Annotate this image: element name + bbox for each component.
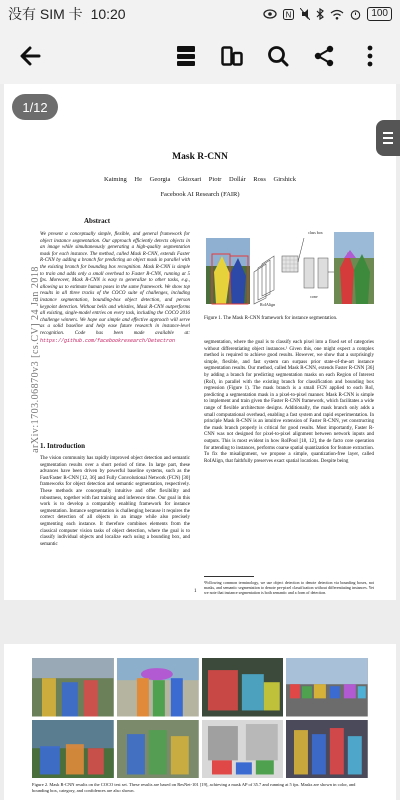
intro-heading: 1. Introduction xyxy=(40,442,85,450)
footnote-text: ¹Following common terminology, we use object detection to denote detection via bounding boxes, not masks, and semantic segmentation to denote per-pixel classification without differentiating instances. Yet we note that instance segmentation is both semantic and a form of detection. xyxy=(204,580,374,595)
abstract-heading: Abstract xyxy=(84,217,111,225)
intro-text: The vision community has rapidly improved object detection and semantic segmentation results over a short period of time. In large part, these advances have been driven by powerful baseline systems, such as the Fast/Faster R-CNN [12, 36] and Fully Convolutional Network (FCN) [30] frameworks for object detection and semantic segmentation, respectively. These methods are conceptually intuitive and offer flexibility and robustness, together with fast training and inference time. Our goal in this work is to develop a comparably enabling framework for instance segmentation. Instance segmentation is challenging because it requires the correct detection of all objects in an image while also precisely segmenting each instance. It therefore combines elements from the classical computer vision tasks of object detection, where the goal is to classify individual objects and localize each using a bounding box, and semantic xyxy=(40,456,190,547)
figure-1-caption: Figure 1. The Mask R-CNN framework for instance segmentation. xyxy=(204,316,338,321)
bookmarks-icon xyxy=(176,45,196,67)
document-viewer[interactable] xyxy=(0,84,400,800)
abstract-body: We present a conceptually simple, flexible, and general framework for object instance segmentation. Our approach efficiently detects objects in an image while simultaneously generating a high-quality segmentation mask for each instance. The method, called Mask R-CNN, extends Faster R-CNN by adding a branch for predicting an object mask in parallel with the existing branch for bounding box recognition. Mask R-CNN is simple to train and adds only a small overhead to Faster R-CNN, running at 5 fps. Moreover, Mask R-CNN is easy to generalize to other tasks, e.g., allowing us to estimate human poses in the same framework. We show top results in all three tracks of the COCO suite of challenges, including instance segmentation, bounding-box object detection, and person keypoint detection. Without bells and whistles, Mask R-CNN outperforms all existing, single-model entries on every task, including the COCO 2016 challenge winners. We hope our simple and effective approach will serve as a solid baseline and help ease future research in instance-level recognition. Code has been made available at: xyxy=(40,232,190,336)
result-image xyxy=(202,658,284,717)
more-options-button[interactable] xyxy=(350,36,390,76)
nfc-icon xyxy=(283,9,294,20)
search-button[interactable] xyxy=(258,36,298,76)
figure-2-caption: Figure 2. Mask R-CNN results on the COCO test set. These results are based on ResNet-101 [19], achieving a mask AP of 35.7 and running at 5 fps. Masks are shown in color, and bounding box, category, and confidences are also shown. xyxy=(32,782,356,793)
battery-indicator: 100 xyxy=(367,7,392,21)
status-bar xyxy=(0,0,400,28)
figure-2-grid xyxy=(32,658,368,778)
scroll-grip-line xyxy=(383,142,393,144)
result-image xyxy=(286,720,368,779)
scroll-grip-line xyxy=(383,132,393,134)
status-left xyxy=(8,4,263,24)
reader-toolbar xyxy=(0,28,400,84)
page-indicator: 1/12 xyxy=(12,94,58,120)
footnote-divider xyxy=(204,576,254,577)
roialign-label: RoIAlign xyxy=(260,302,276,307)
result-image xyxy=(286,658,368,717)
conv-label: conv xyxy=(310,294,318,299)
result-image xyxy=(32,720,114,779)
bookmarks-button[interactable] xyxy=(166,36,206,76)
fast-scroll-handle[interactable] xyxy=(376,120,400,156)
paper-authors: Kaiming He Georgia Gkioxari Piotr Dollár Ross Girshick xyxy=(104,176,296,183)
code-link[interactable]: https://github.com/facebookresearch/Detectron xyxy=(40,337,176,344)
status-right xyxy=(263,7,392,21)
class-box-label: class box xyxy=(308,230,323,235)
bluetooth-icon xyxy=(316,8,324,20)
figure-1-diagram xyxy=(204,212,374,308)
carrier-text: 没有 SIM 卡 xyxy=(8,6,83,22)
reading-mode-icon xyxy=(221,46,243,66)
scroll-grip-line xyxy=(383,137,393,139)
share-icon xyxy=(314,45,334,67)
result-image xyxy=(202,720,284,779)
pdf-page-1 xyxy=(4,84,396,600)
back-arrow-icon xyxy=(19,46,41,66)
alarm-icon xyxy=(350,9,361,20)
result-image xyxy=(32,658,114,717)
eye-icon xyxy=(263,9,277,19)
result-image xyxy=(117,658,199,717)
paper-affiliation: Facebook AI Research (FAIR) xyxy=(160,191,240,198)
search-icon xyxy=(267,45,289,67)
mute-icon xyxy=(300,8,310,20)
reading-mode-button[interactable] xyxy=(212,36,252,76)
more-icon xyxy=(367,45,373,67)
paper-title: Mask R-CNN xyxy=(172,152,228,162)
status-time: 10:20 xyxy=(90,6,126,22)
arxiv-identifier: arXiv:1703.06870v3 [cs.CV] 24 Jan 2018 xyxy=(29,266,41,453)
share-button[interactable] xyxy=(304,36,344,76)
right-column-text: segmentation, where the goal is to classify each pixel into a fixed set of categories without differentiating object instances.¹ Given this, one might expect a complex method is required to achieve good results. However, we show that a surprisingly simple, flexible, and fast system can surpass prior state-of-the-art instance segmentation results. Our method, called Mask R-CNN, extends Faster R-CNN [36] by adding a branch for predicting segmentation masks on each Region of Interest (RoI), in parallel with the existing branch for classification and bounding box regression (Figure 1). The mask branch is a small FCN applied to each RoI, predicting a segmentation mask in a pixel-to-pixel manner. Mask R-CNN is simple to implement and train given the Faster R-CNN framework, which facilitates a wide range of flexible architecture designs. Additionally, the mask branch only adds a small computational overhead, enabling a fast system and rapid experimentation. In principle Mask R-CNN is an intuitive extension of Faster R-CNN, yet constructing the mask branch properly is critical for good results. Most importantly, Faster R-CNN was not designed for pixel-to-pixel alignment between network inputs and outputs. This is most evident in how RoIPool [18, 12], the de facto core operation for attending to instances, performs coarse spatial quantization for feature extraction. To fix the misalignment, we propose a simple, quantization-free layer, called RoIAlign, that faithfully preserves exact spatial locations. Despite being xyxy=(204,340,374,464)
result-image xyxy=(117,720,199,779)
back-button[interactable] xyxy=(10,36,50,76)
pdf-page-2 xyxy=(4,644,396,800)
wifi-icon xyxy=(330,9,344,20)
svg-text:N: N xyxy=(285,10,292,19)
abstract-text xyxy=(40,232,190,345)
page-number: 1 xyxy=(194,589,197,594)
